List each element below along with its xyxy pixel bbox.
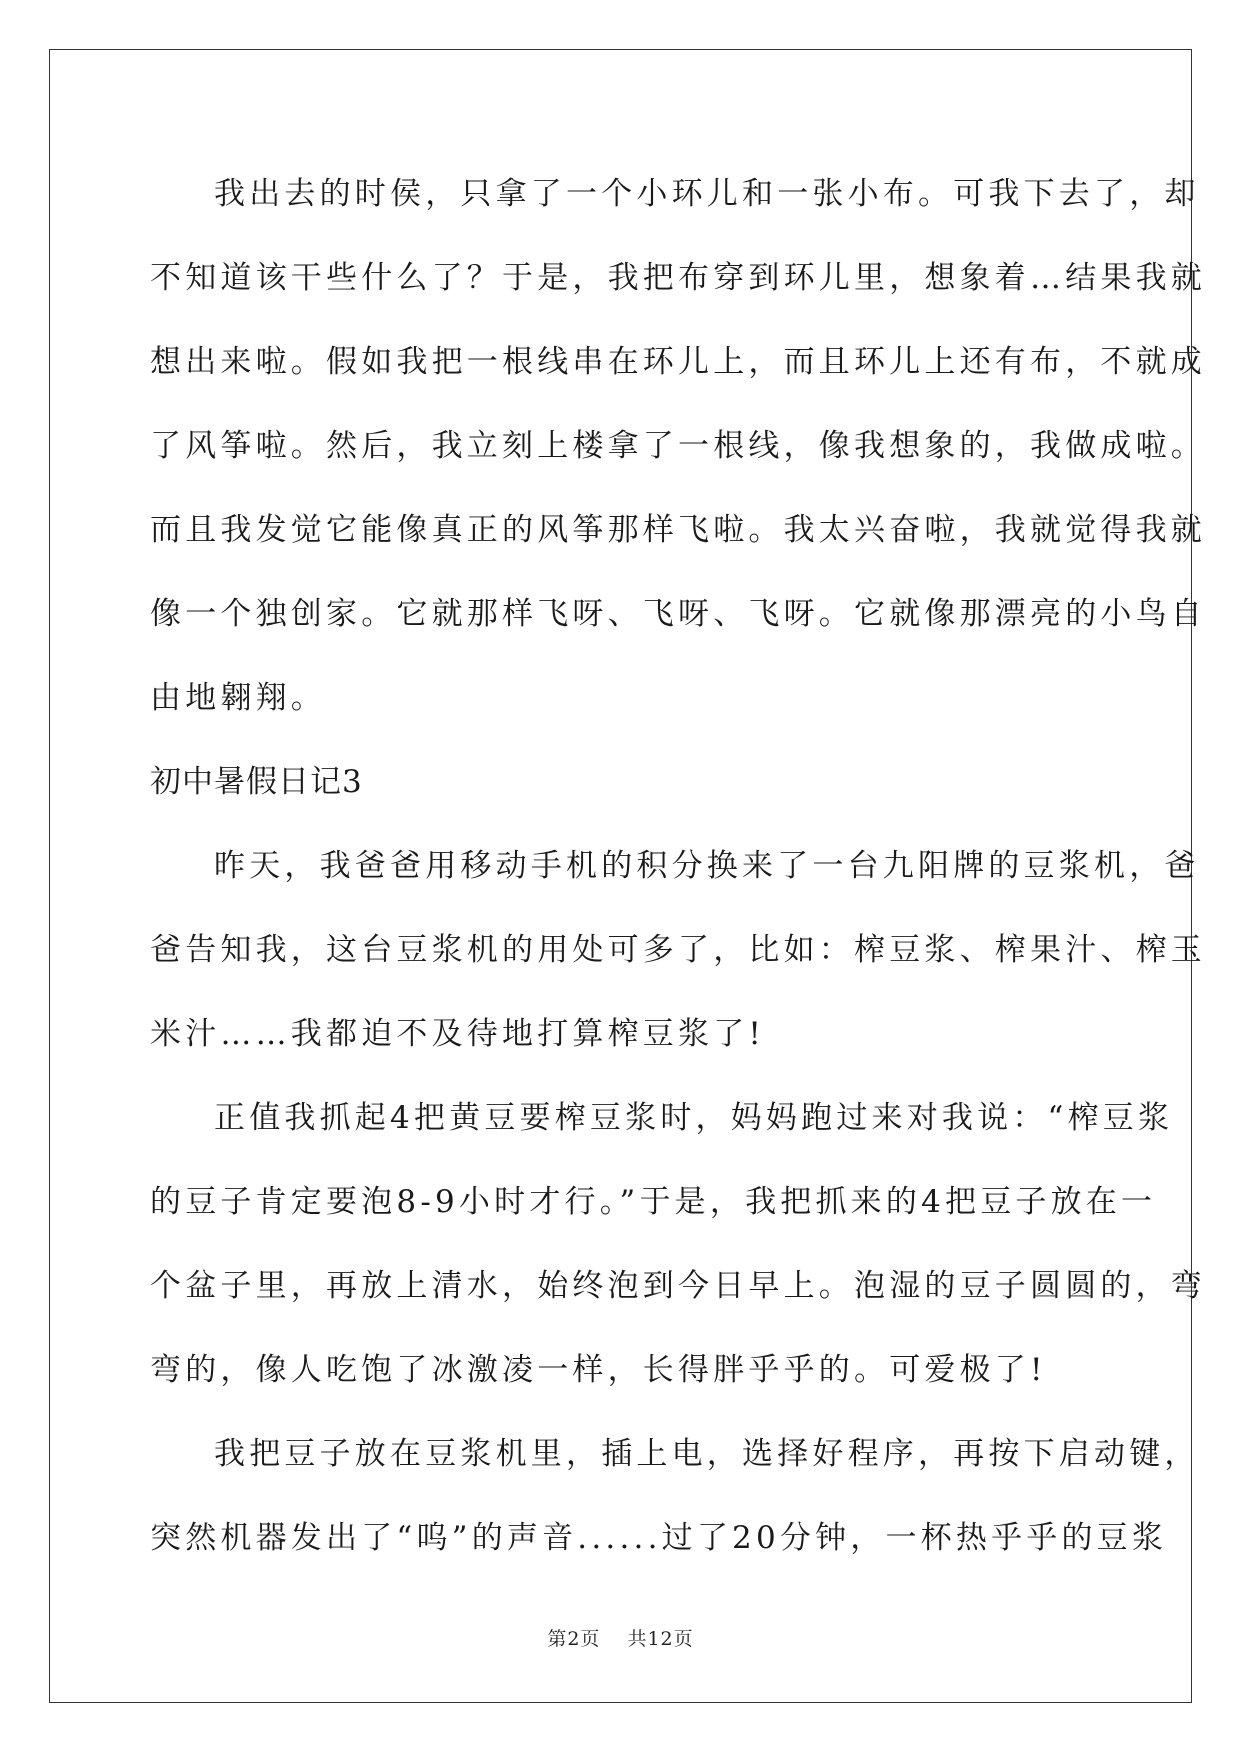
paragraph-kite bbox=[150, 152, 1206, 740]
text-line: 由地翱翔。 bbox=[150, 680, 326, 716]
paragraph-soaking-beans bbox=[150, 1076, 1206, 1412]
page-footer bbox=[0, 1624, 1241, 1651]
text-line: 弯的，像人吃饱了冰激凌一样，长得胖乎乎的。可爱极了! bbox=[150, 1352, 1047, 1388]
section-heading: 初中暑假日记3 bbox=[150, 764, 363, 800]
text-line: 我出去的时侯，只拿了一个小环儿和一张小布。可我下去了，却 bbox=[214, 176, 1200, 212]
text-line: 的豆子肯定要泡8-9小时才行。”于是，我把抓来的4把豆子放在一 bbox=[150, 1184, 1157, 1220]
text-line: 米汁……我都迫不及待地打算榨豆浆了! bbox=[150, 1016, 766, 1052]
text-line: 我把豆子放在豆浆机里，插上电，选择好程序，再按下启动键， bbox=[214, 1436, 1200, 1472]
page-number: 第2页 bbox=[547, 1628, 601, 1650]
document-body bbox=[150, 152, 1206, 1580]
text-line: 正值我抓起4把黄豆要榨豆浆时，妈妈跑过来对我说：“榨豆浆 bbox=[214, 1100, 1174, 1136]
text-line: 个盆子里，再放上清水，始终泡到今日早上。泡湿的豆子圆圆的，弯 bbox=[150, 1268, 1206, 1304]
paragraph-making-soymilk bbox=[150, 1412, 1200, 1580]
text-line: 像一个独创家。它就那样飞呀、飞呀、飞呀。它就像那漂亮的小鸟自 bbox=[150, 596, 1206, 632]
paragraph-soymilk-machine bbox=[150, 824, 1206, 1076]
text-line: 不知道该干些什么了？于是，我把布穿到环儿里，想象着…结果我就 bbox=[150, 260, 1206, 296]
text-line: 昨天，我爸爸用移动手机的积分换来了一台九阳牌的豆浆机，爸 bbox=[214, 848, 1200, 884]
text-line: 爸告知我，这台豆浆机的用处可多了，比如：榨豆浆、榨果汁、榨玉 bbox=[150, 932, 1206, 968]
page-total: 共12页 bbox=[627, 1628, 694, 1650]
text-line: 突然机器发出了“呜”的声音......过了20分钟，一杯热乎乎的豆浆 bbox=[150, 1520, 1168, 1556]
text-line: 了风筝啦。然后，我立刻上楼拿了一根线，像我想象的，我做成啦。 bbox=[150, 428, 1206, 464]
text-line: 想出来啦。假如我把一根线串在环儿上，而且环儿上还有布，不就成 bbox=[150, 344, 1206, 380]
text-line: 而且我发觉它能像真正的风筝那样飞啦。我太兴奋啦，我就觉得我就 bbox=[150, 512, 1206, 548]
